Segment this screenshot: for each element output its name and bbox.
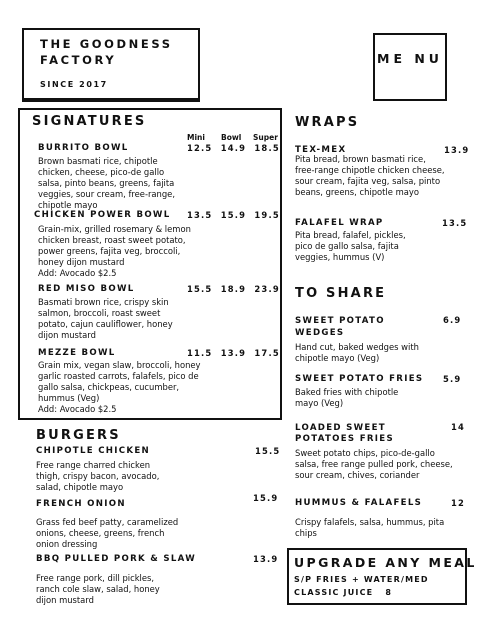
item-description: Hand cut, baked wedges with chipotle mayo (Veg) — [295, 342, 419, 364]
upgrade-price: 8 — [385, 587, 393, 597]
item-description: Pita bread, falafel, pickles, pico de gallo salsa, fajita veggies, hummus (V) — [295, 230, 406, 263]
menu-label: ME NU — [377, 51, 443, 66]
upgrade-title: UPGRADE ANY MEAL — [294, 555, 477, 570]
item-prices: 15.5 18.9 23.9 — [187, 284, 280, 294]
item-addon: Add: Avocado $2.5 — [38, 268, 117, 278]
item-addon: Add: Avocado $2.5 — [38, 404, 117, 414]
item-description: Grass fed beef patty, caramelized onions, cheese, greens, french onion dressing — [36, 517, 179, 550]
item-name: CHICKEN POWER BOWL — [34, 210, 171, 220]
size-header-super: Super — [253, 133, 278, 142]
item-price: 13.5 — [442, 218, 468, 228]
size-header-mini: Mini — [187, 133, 205, 142]
item-description: Grain mix, vegan slaw, broccoli, honey garlic roasted carrots, falafels, pico de gallo salsa, chickpeas, cucumber, hummus (Veg) — [38, 360, 201, 404]
item-price: 15.9 — [253, 493, 279, 503]
item-price: 12 — [451, 498, 466, 508]
brand-since: SINCE 2017 — [40, 80, 108, 89]
item-description: Sweet potato chips, pico-de-gallo salsa, free range pulled pork, cheese, sour cream, chives, coriander — [295, 448, 453, 481]
item-price: 6.9 — [443, 315, 462, 325]
item-description: Baked fries with chipotle mayo (Veg) — [295, 387, 399, 409]
item-name: HUMMUS & FALAFELS — [295, 498, 423, 508]
item-prices: 11.5 13.9 17.5 — [187, 348, 280, 358]
item-name: RED MISO BOWL — [38, 284, 135, 294]
item-description: Free range charred chicken thigh, crispy bacon, avocado, salad, chipotle mayo — [36, 460, 160, 493]
item-name: FALAFEL WRAP — [295, 218, 384, 228]
item-description: Basmati brown rice, crispy skin salmon, broccoli, roast sweet potato, cajun cauliflower, honey dijon mustard — [38, 297, 173, 341]
item-name: BBQ PULLED PORK & SLAW — [36, 554, 196, 564]
upgrade-description: S/P FRIES + WATER/MED CLASSIC JUICE — [294, 575, 429, 597]
item-price: 5.9 — [443, 374, 462, 384]
item-price: 15.5 — [255, 446, 281, 456]
item-description: Pita bread, brown basmati rice, free-range chipotle chicken cheese, sour cream, fajita veg, salsa, pinto beans, greens, chipotle mayo — [295, 154, 445, 198]
item-name: SWEET POTATO FRIES — [295, 374, 424, 384]
item-name: BURRITO BOWL — [38, 143, 129, 153]
item-name: LOADED SWEET POTATOES FRIES — [295, 423, 394, 444]
item-name: FRENCH ONION — [36, 499, 126, 509]
item-description: Free range pork, dill pickles, ranch cole slaw, salad, honey dijon mustard — [36, 573, 160, 606]
item-price: 13.9 — [444, 145, 470, 155]
item-description: Grain-mix, grilled rosemary & lemon chicken breast, roast sweet potato, power greens, fajita veg, broccoli, honey dijon mustard — [38, 224, 191, 268]
item-prices: 13.5 15.9 19.5 — [187, 210, 280, 220]
size-header-bowl: Bowl — [221, 133, 242, 142]
upgrade-text — [294, 574, 464, 599]
brand-title: THE GOODNESS FACTORY — [40, 37, 173, 67]
burgers-title: BURGERS — [36, 428, 121, 443]
item-prices: 12.5 14.9 18.5 — [187, 143, 280, 153]
item-name: CHIPOTLE CHICKEN — [36, 446, 151, 456]
signatures-title: SIGNATURES — [32, 114, 147, 129]
item-description: Crispy falafels, salsa, hummus, pita chips — [295, 517, 445, 539]
wraps-title: WRAPS — [295, 115, 360, 130]
item-description: Brown basmati rice, chipotle chicken, cheese, pico-de gallo salsa, pinto beans, greens, fajita veggies, sour cream, free-range, chipotle mayo — [38, 156, 175, 211]
item-price: 13.9 — [253, 554, 279, 564]
item-name: SWEET POTATO WEDGES — [295, 316, 385, 338]
item-name: TEX-MEX — [295, 145, 347, 155]
to-share-title: TO SHARE — [295, 286, 387, 301]
item-price: 14 — [451, 422, 466, 432]
item-name: MEZZE BOWL — [38, 348, 116, 358]
